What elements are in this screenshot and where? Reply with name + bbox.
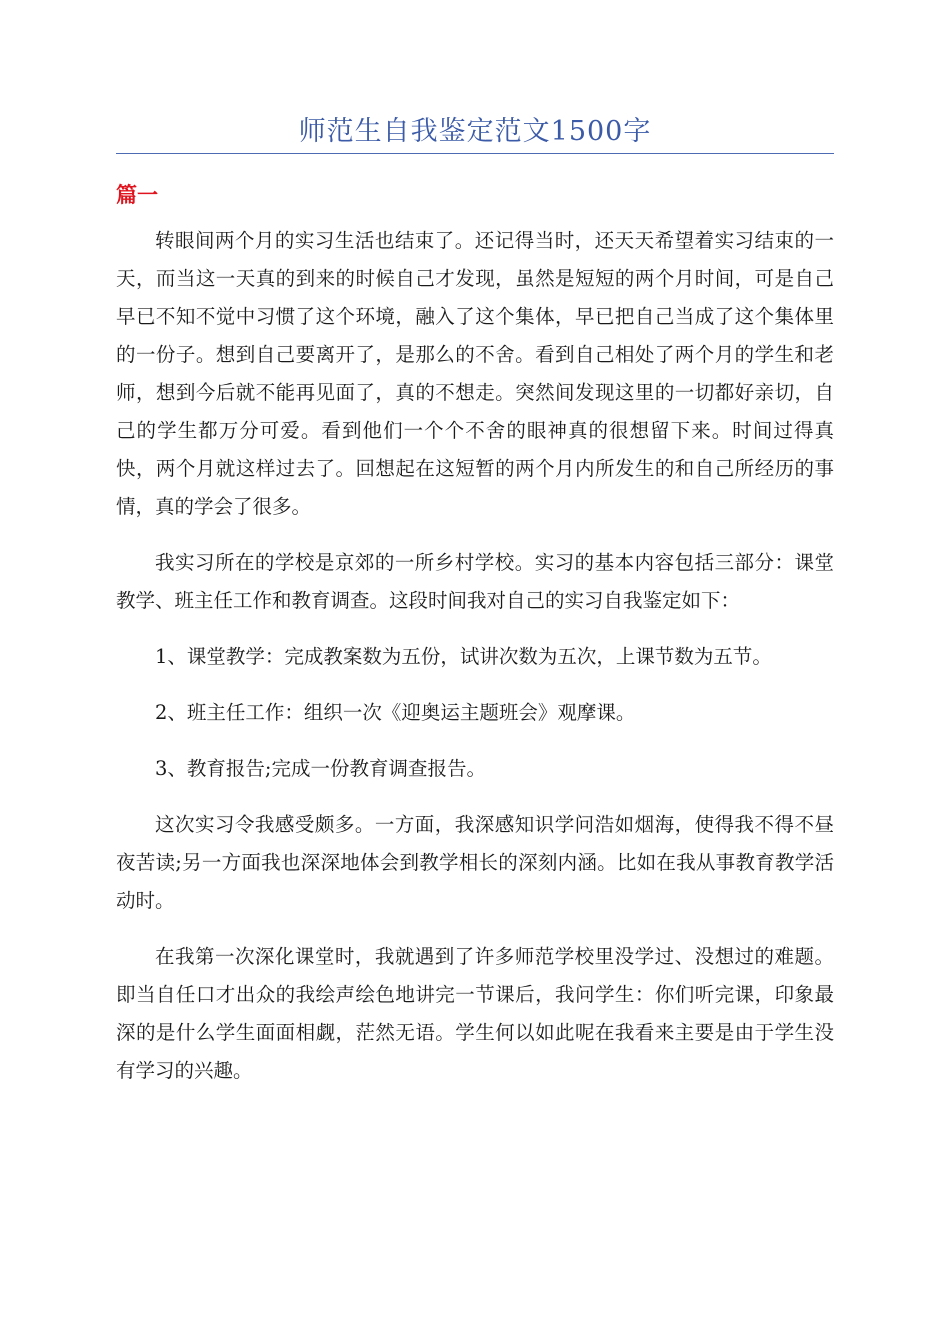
paragraph-6: 这次实习令我感受颇多。一方面，我深感知识学问浩如烟海，使得我不得不昼夜苦读;另一方面我也深深地体会到教学相长的深刻内涵。比如在我从事教育教学活动时。 <box>116 813 834 912</box>
paragraph-2: 我实习所在的学校是京郊的一所乡村学校。实习的基本内容包括三部分：课堂教学、班主任工作和教育调查。这段时间我对自己的实习自我鉴定如下： <box>116 551 834 612</box>
title-underline <box>116 153 834 154</box>
section-heading: 篇一 <box>116 183 158 207</box>
paragraph-1: 转眼间两个月的实习生活也结束了。还记得当时，还天天希望着实习结束的一天，而当这一天真的到来的时候自己才发现，虽然是短短的两个月时间，可是自己早已不知不觉中习惯了这个环境，融入了这个集体，早已把自己当成了这个集体里的一份子。想到自己要离开了，是那么的不舍。看到自己相处了两个月的学生和老师，想到今后就不能再见面了，真的不想走。突然间发现这里的一切都好亲切，自己的学生都万分可爱。看到他们一个个不舍的眼神真的很想留下来。时间过得真快，两个月就这样过去了。回想起在这短暂的两个月内所发生的和自己所经历的事情，真的学会了很多。 <box>116 229 834 518</box>
list-item-education-report: 3、教育报告;完成一份教育调查报告。 <box>155 757 486 780</box>
paragraph-7: 在我第一次深化课堂时，我就遇到了许多师范学校里没学过、没想过的难题。即当自任口才出众的我绘声绘色地讲完一节课后，我问学生：你们听完课，印象最深的是什么学生面面相觑，茫然无语。学生何以如此呢在我看来主要是由于学生没有学习的兴趣。 <box>116 945 834 1082</box>
body-text <box>116 222 834 1108</box>
document-title: 师范生自我鉴定范文1500字 <box>298 116 652 147</box>
list-item-classroom-teaching: 1、课堂教学：完成教案数为五份，试讲次数为五次，上课节数为五节。 <box>155 645 772 668</box>
list-item-class-teacher-work: 2、班主任工作：组织一次《迎奥运主题班会》观摩课。 <box>155 701 636 724</box>
